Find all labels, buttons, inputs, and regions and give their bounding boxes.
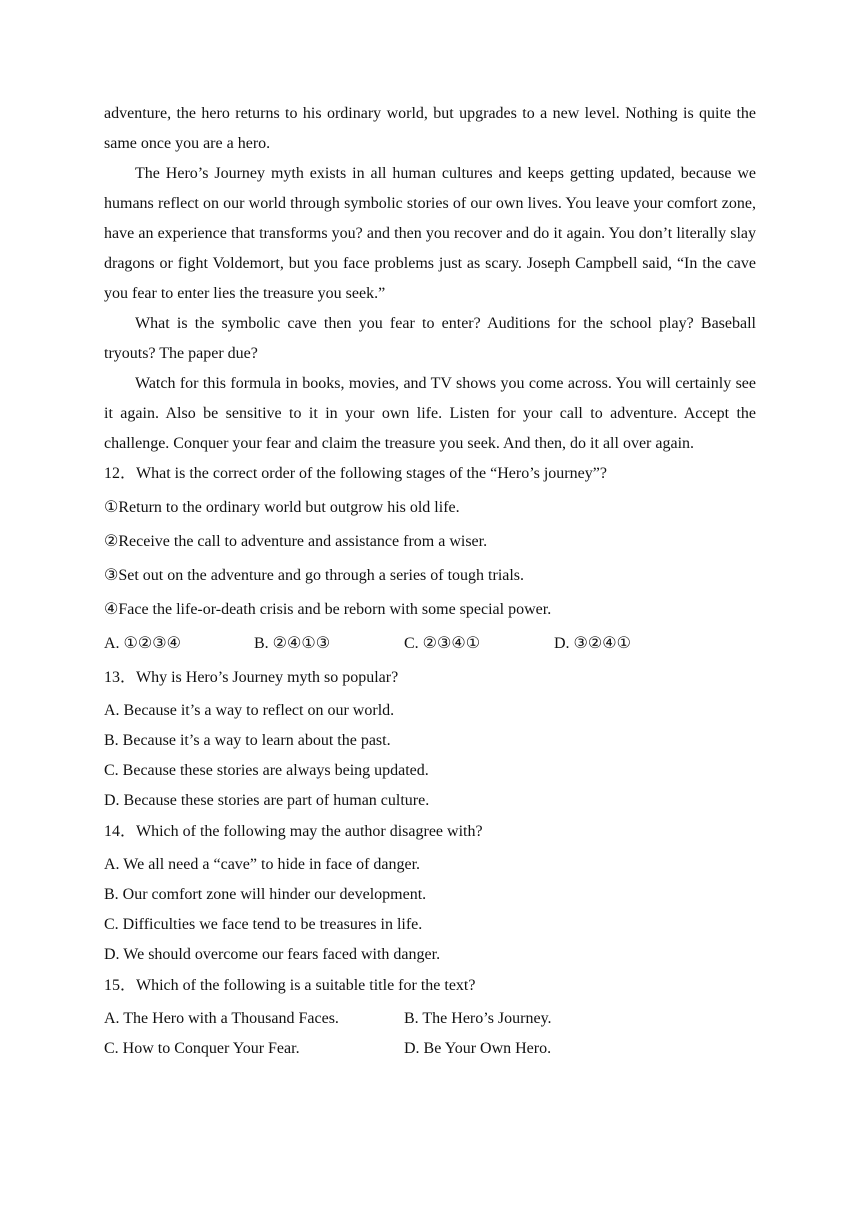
q15-options-row-1	[104, 1009, 756, 1029]
question-15-stem: 15．Which of the following is a suitable title for the text?	[104, 977, 476, 994]
q13-option-b: B. Because it’s a way to learn about the past.	[104, 732, 391, 749]
q15-option-c: C. How to Conquer Your Fear.	[104, 1040, 300, 1057]
q15-option-d: D. Be Your Own Hero.	[404, 1040, 552, 1057]
passage-paragraph-4: Watch for this formula in books, movies, and TV shows you come across. You will certainly see it again. Also be sensitive to it in your own life. Listen for your call to adventure. Accept the challenge. Conquer your fear and claim the treasure you seek. And then, do it all over again.	[104, 375, 756, 452]
q12-stage-4: ④Face the life-or-death crisis and be reborn with some special power.	[104, 601, 552, 618]
passage-paragraph-2: The Hero’s Journey myth exists in all human cultures and keeps getting updated, because we humans reflect on our world through symbolic stories of our own lives. You leave your comfort zone, have an experience that transforms you? and then you recover and do it again. You don’t literally slay dragons or fight Voldemort, but you face problems just as scary. Joseph Campbell said, “In the cave you fear to enter lies the treasure you seek.”	[104, 165, 756, 302]
question-12-stem: 12．What is the correct order of the following stages of the “Hero’s journey”?	[104, 465, 607, 482]
passage-paragraph-1: adventure, the hero returns to his ordinary world, but upgrades to a new level. Nothing is quite the same once you are a hero.	[104, 105, 756, 152]
q14-option-a: A. We all need a “cave” to hide in face of danger.	[104, 856, 421, 873]
q12-stage-2: ②Receive the call to adventure and assistance from a wiser.	[104, 533, 488, 550]
question-14	[104, 822, 756, 965]
q15-option-a: A. The Hero with a Thousand Faces.	[104, 1010, 339, 1027]
q12-stage-1: ①Return to the ordinary world but outgrow his old life.	[104, 499, 460, 516]
q13-option-a: A. Because it’s a way to reflect on our world.	[104, 702, 395, 719]
q12-options	[104, 634, 756, 654]
q12-stage-3: ③Set out on the adventure and go through a series of tough trials.	[104, 567, 525, 584]
q14-option-c: C. Difficulties we face tend to be treasures in life.	[104, 916, 423, 933]
q13-option-c: C. Because these stories are always being updated.	[104, 762, 429, 779]
q13-option-d: D. Because these stories are part of human culture.	[104, 792, 430, 809]
q14-option-d: D. We should overcome our fears faced with danger.	[104, 946, 441, 963]
q14-option-b: B. Our comfort zone will hinder our development.	[104, 886, 427, 903]
question-15	[104, 976, 756, 1059]
document-page	[104, 99, 756, 1059]
q12-option-c: C. ②③④①	[404, 635, 481, 652]
passage-paragraph-3: What is the symbolic cave then you fear to enter? Auditions for the school play? Baseball tryouts? The paper due?	[104, 315, 756, 362]
question-13-stem: 13．Why is Hero’s Journey myth so popular?	[104, 669, 399, 686]
q15-options-row-2	[104, 1039, 756, 1059]
question-13	[104, 668, 756, 811]
question-14-stem: 14．Which of the following may the author disagree with?	[104, 823, 483, 840]
q12-option-d: D. ③②④①	[554, 635, 631, 652]
question-12	[104, 464, 756, 654]
q12-option-a: A. ①②③④	[104, 635, 181, 652]
q15-option-b: B. The Hero’s Journey.	[404, 1010, 552, 1027]
q12-option-b: B. ②④①③	[254, 635, 331, 652]
